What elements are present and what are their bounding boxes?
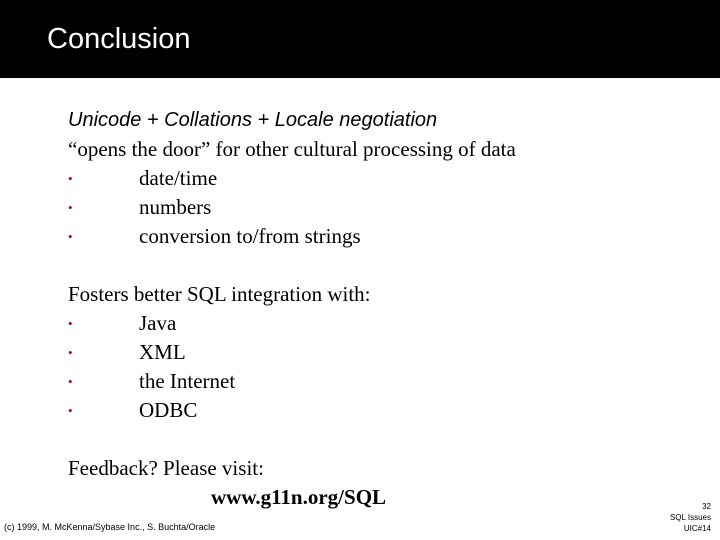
list-item — [68, 164, 668, 193]
bullet-icon: • — [68, 374, 73, 389]
footer-code: UIC#14 — [683, 524, 711, 533]
list-item — [68, 338, 668, 367]
title-bar — [0, 0, 720, 78]
spacer — [68, 251, 668, 280]
section1-subheading: “opens the door” for other cultural processing of data — [68, 137, 516, 161]
spacer — [68, 425, 668, 454]
list-item-text: date/time — [139, 166, 218, 190]
list-item-text: ODBC — [139, 398, 198, 422]
slide-body — [68, 106, 668, 512]
list-item-text: conversion to/from strings — [139, 224, 361, 248]
section2-heading: Fosters better SQL integration with: — [68, 282, 371, 306]
list-item — [68, 193, 668, 222]
list-item — [68, 396, 668, 425]
footer-topic: SQL Issues — [669, 513, 711, 522]
bullet-icon: • — [68, 345, 73, 360]
footer-info — [670, 501, 711, 534]
list-item-text: numbers — [139, 195, 212, 219]
bullet-icon: • — [68, 171, 73, 186]
slide-title: Conclusion — [47, 23, 191, 55]
page-number: 32 — [702, 502, 711, 511]
list-item-text: the Internet — [139, 369, 236, 393]
list-item-text: XML — [139, 340, 186, 364]
list-item — [68, 222, 668, 251]
bullet-icon: • — [68, 200, 73, 215]
list-item-text: Java — [139, 311, 177, 335]
list-item — [68, 367, 668, 396]
list-item — [68, 309, 668, 338]
bullet-icon: • — [68, 316, 73, 331]
feedback-url: www.g11n.org/SQL — [211, 485, 387, 509]
section3-heading: Feedback? Please visit: — [68, 456, 264, 480]
bullet-icon: • — [68, 403, 73, 418]
bullet-icon: • — [68, 229, 73, 244]
footer-copyright: (c) 1999, M. McKenna/Sybase Inc., S. Buchta/Oracle — [4, 522, 216, 532]
section1-heading: Unicode + Collations + Locale negotiation — [68, 109, 438, 131]
